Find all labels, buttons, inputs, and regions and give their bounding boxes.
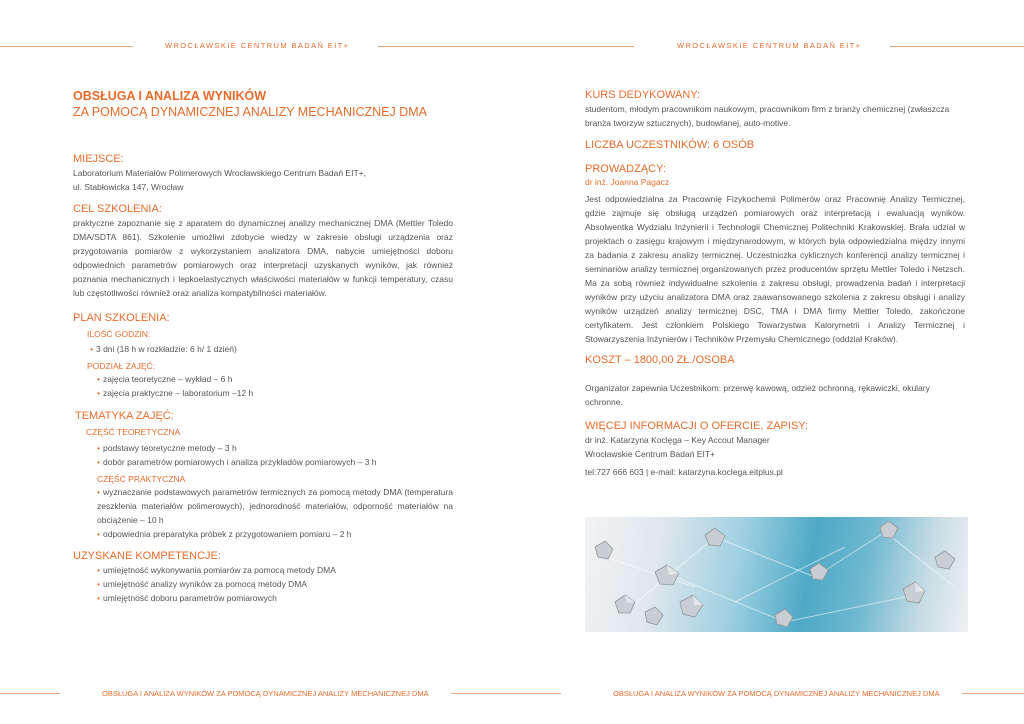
prowadzacy-bio: Jest odpowiedzialna za Pracownię Fizykochemii Polimerów oraz Pracownię Analizy Termicznej, gdzie zajmuje się obsługą urządzeń pomiarowych oraz interpretacją i ewaluacją wyników. Absolwentka Wydziału Inżynierii i Technologii Chemicznej Politechniki Krakowskiej. Brała udział w projektach o zasięgu krajowym i międzynarodowym, w których była odpowiedzialna między innymi za badania z zakresu analizy termicznej. Uczestniczka cyklicznych konferencji analizy termicznej i seminariów analizy termicznej organizowanych przez producentów sprzętu Mettler Toledo i Netzsch. Ma za sobą również indywidualne szkolenia z zakresu obsługi, prowadzenia badań i interpretacji wyników przy użyciu analizatora DMA oraz zaawansowanego szkolenia z zakresu obsługi i analizy wyników urządzeń analizy termicznej DSC, TMA i DMA firmy Mettler Toledo, zakończone certyfikatem. Jest członkiem Polskiego Towarzystwa Kalorymetrii i Analizy Termicznej i Stowarzyszenia Inżynierów i Techników Przemysłu Chemicznego (oddział Kraków). <box>585 194 965 344</box>
footer-title-right: OBSŁUGA I ANALIZA WYNIKÓW ZA POMOCĄ DYNAMICZNEJ ANALIZY MECHANICZNEJ DMA <box>613 689 940 698</box>
praktyczna-heading: CZĘŚĆ PRAKTYCZNA <box>97 474 186 484</box>
praktyczna-item-2: • odpowiednia preparatyka próbek z przygotowaniem pomiaru – 2 h <box>97 527 453 541</box>
header-rule-left-a <box>0 46 133 47</box>
teoretyczna-heading: CZĘŚĆ TEORETYCZNA <box>86 427 181 437</box>
tematyka-heading: TEMATYKA ZAJĘĆ: <box>75 410 174 422</box>
kompetencje-heading: UZYSKANE KOMPETENCJE: <box>73 550 221 562</box>
miejsce-line-1: Laboratorium Materiałów Polimerowych Wrocławskiego Centrum Badań EIT+, <box>73 168 366 178</box>
teoretyczna-item-1: • podstawy teoretyczne metody – 3 h <box>97 441 453 455</box>
podzial-item-2: • zajęcia praktyczne – laboratorium –12 h <box>97 386 453 400</box>
kompetencje-item-3: • umiejętność doboru parametrów pomiarowych <box>97 591 453 605</box>
crystal-structure-illustration <box>585 517 968 632</box>
contact-person: dr inż. Katarzyna Koclęga – Key Accout Manager <box>585 435 770 445</box>
header-title-left: WROCŁAWSKIE CENTRUM BADAŃ EIT+ <box>165 41 350 50</box>
contact-org: Wrocławskie Centrum Badań EIT+ <box>585 449 715 459</box>
ilosc-heading: ILOŚĆ GODZIN: <box>87 329 151 339</box>
footer-title-left: OBSŁUGA I ANALIZA WYNIKÓW ZA POMOCĄ DYNAMICZNEJ ANALIZY MECHANICZNEJ DMA <box>102 689 429 698</box>
document-subtitle: ZA POMOCĄ DYNAMICZNEJ ANALIZY MECHANICZNEJ DMA <box>73 105 427 119</box>
prowadzacy-heading: PROWADZĄCY: <box>585 163 666 175</box>
prowadzacy-name: dr inż. Joanna Pagacz <box>585 177 670 187</box>
right-column <box>585 88 965 479</box>
praktyczna-item-1: • wyznaczanie podstawowych parametrów termicznych za pomocą metody DMA (temperatura zeszklenia materiałów polimerowych), jednorodność materiałów, odporność materiałów na obciążenie – 10 h <box>97 485 453 527</box>
cel-heading: CEL SZKOLENIA: <box>73 203 162 215</box>
miejsce-line-2: ul. Stabłowicka 147, Wrocław <box>73 182 184 192</box>
kurs-heading: KURS DEDYKOWANY: <box>585 89 701 101</box>
contact-details: tel:727 666 603 | e-mail: katarzyna.koclega.eitplus.pl <box>585 467 783 477</box>
header-rule-right <box>890 46 1024 47</box>
header-title-right: WROCŁAWSKIE CENTRUM BADAŃ EIT+ <box>677 41 862 50</box>
left-column <box>73 88 453 605</box>
footer-rule-left-b <box>451 693 561 694</box>
footer-rule-right <box>962 693 1024 694</box>
molecular-crystals-image <box>585 517 968 632</box>
liczba-heading: LICZBA UCZESTNIKÓW: 6 OSÓB <box>585 139 755 151</box>
kompetencje-item-2: • umiejętność analizy wyników za pomocą metody DMA <box>97 577 453 591</box>
ilosc-item: • 3 dni (18 h w rozkładzie: 6 h/ 1 dzień) <box>90 342 453 356</box>
miejsce-heading: MIEJSCE: <box>73 153 124 165</box>
document-title: OBSŁUGA I ANALIZA WYNIKÓW <box>73 89 267 103</box>
teoretyczna-item-2: • dobór parametrów pomiarowych i analiza przykładów pomiarowych – 3 h <box>97 455 453 469</box>
cel-text: praktyczne zapoznanie się z aparatem do dynamicznej analizy mechanicznej DMA (Mettler Toledo DMA/SDTA 861). Szkolenie umożliwi zdobycie wiedzy w zakresie obsługi urządzenia oraz przygotowania pomiarów z wykorzystaniem analizatora DMA, nabycie umiejętności doboru odpowiednich parametrów pomiarowych oraz interpretacji uzyskanych wyników, jak również poznania mechanicznych i lepkoelastycznych właściwości materiałów w funkcji temperatury, czasu lub częstotliwości również oraz analiza kompatybilności materiałów. <box>73 218 453 298</box>
kompetencje-item-1: • umiejętność wykonywania pomiarów za pomocą metody DMA <box>97 563 453 577</box>
podzial-heading: PODZIAŁ ZAJĘĆ: <box>87 361 156 371</box>
organizer-text: Organizator zapewnia Uczestnikom: przerwę kawową, odzież ochronną, rękawiczki, okulary ochronne. <box>585 383 930 407</box>
header-rule-left-b <box>378 46 634 47</box>
podzial-item-1: • zajęcia teoretyczne – wykład – 6 h <box>97 372 453 386</box>
footer-rule-left-a <box>0 693 60 694</box>
koszt-heading: KOSZT – 1800,00 ZŁ./OSOBA <box>585 354 735 366</box>
plan-heading: PLAN SZKOLENIA: <box>73 312 170 324</box>
kurs-text: studentom, młodym pracownikom naukowym, pracownikom firm z branży chemicznej (zwłaszcza branża tworzyw sztucznych), budowlanej, auto-motive. <box>585 104 950 128</box>
wiecej-heading: WIĘCEJ INFORMACJI O OFERCIE, ZAPISY: <box>585 420 809 432</box>
